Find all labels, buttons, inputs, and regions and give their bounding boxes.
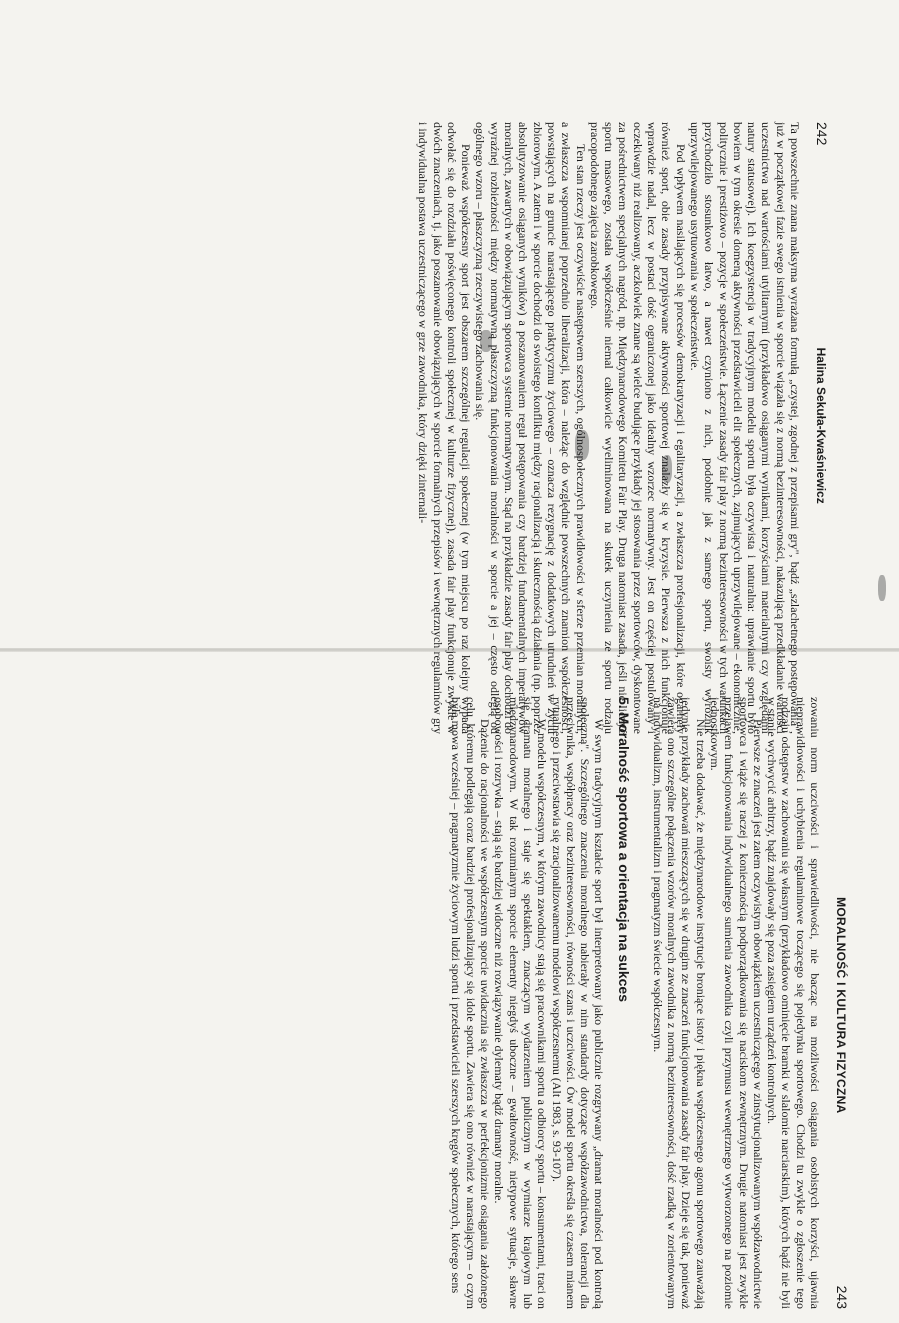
running-head-author: Halina Sekuła-Kwaśniewicz — [814, 347, 828, 504]
body-paragraph: Dążenie do racjonalności we współczesnym sporcie uwidacznia się zwłaszcza w perfekcjonizmie osiągania założonego celu, któremu podlegają coraz bardziej profesjonalizujący się idole sportu. Zawiera się ono również w narastającym – o czym była mowa wcześniej – pragmatyzmie życiowym ludzi sportu i przedstawicieli szerszych kręgów społecznych, którego sens — [449, 697, 493, 1309]
body-paragraph: Ten stan rzeczy jest oczywiście następstwem szerszych, ogólnospołecznych prawidłowości w sferze przemian moralnych, a zwłaszcza wspomnianej poprzednio liberalizacji, która – należąc do względnie powszechnych znamion współczesności, powstających na gruncie narastającego praktycyzmu życiowego – oznacza rezygnację z dodatkowych utrudnień w życiu zbiorowym. A zatem i w sporcie dochodzi do swoistego konfliktu między racjonalizacją i skutecznością działania (np. poprzez absolutyzowanie osiąganych wyników) a poszanowaniem reguł postępowania czy bardziej fundamentalnych imperatywów moralnych, zawartych w obowiązującym sportowca systemie normatywnym. Stąd na przykładzie zasady fair play dochodzi do wyraźnej rozbieżności między normatywną płaszczyzną funkcjonowania moralności w sporcie a jej – często odległą od ogólnego wzoru – płaszczyzną rzeczywistego zachowania się. — [473, 122, 588, 734]
page-243 — [98, 683, 858, 1323]
body-paragraph: Pod wpływem nasilających się procesów demokratyzacji i egalitaryzacji, a zwłaszcza profesjonalizacji, które ogarnęły również sport, obie zasady przypisywane aktywności sportowej znalazły się w kryzysie. Pierwsza z nich funkcjonuje wprawdzie nadal, lecz w postaci dość ograniczonej jako idealny wzorzec normatywny. Jest on częściej postulowany i oczekiwany niż realizowany, aczkolwiek znane są wielce budujące przykłady jej stosowania przez sportowców, dyskontowane za pośrednictwem specjalnych nagród, np. Międzynarodowego Komitetu Fair Play. Druga natomiast zasada, jeśli nie liczyć sportu masowego, została współcześnie niemal całkowicie wyeliminowana na skutek uczynienia ze sportu rodzaju pracopodobnego zajęcia zarobkowego. — [587, 122, 688, 734]
page-242 — [118, 108, 838, 748]
body-paragraph: W swym tradycyjnym kształcie sport był interpretowany jako publicznie rozgrywany „dramat moralności pod kontrolą społeczną". Szczególnego znaczenia moralnego nabierały w nim standardy dotyczące współzawodnictwa, tolerancji dla przeciwnika, współpracy oraz bezinteresowności, równości szans i uczciwości. Ów model sportu określa się czasem mianem rytualnego i przeciwstawia się zracjonalizowanemu modelowi współczesnemu (Alt 1983, s. 93-107). — [549, 697, 607, 1309]
body-paragraph: Ta powszechnie znana maksyma wyrażana formułą „czystej, zgodnej z przepisami gry", bądź „szlachetnego postępowania", już w początkowej fazie swego istnienia w sporcie wiązała się z normą bezinteresowności, nakazującą przedkładanie wartości uczestnictwa nad wartościami utylitarnymi (przykładowo osiąganymi wynikami, korzyściami materialnymi czy względami natury statusowej). Ich koegzystencja w tradycyjnym modelu sportu była oczywista i naturalna: uprawianie sportu było bowiem w tym okresie domeną aktywności przedstawicieli elit społecznych, zajmujących uprzywilejowane – ekonomicznie, politycznie i prestiżowo – pozycje w społeczeństwie. Łączenie zasady fair play z normą bezinteresowności w tych warunkach przychodziło stosunkowo łatwo, a nawet czyniono z nich, podobnie jak z samego sportu, swoisty wyróżnik uprzywilejowanego usytuowania w społeczeństwie. — [687, 122, 802, 734]
running-head — [812, 122, 830, 734]
body-paragraph: W modelu współczesnym, w którym zawodnicy stają się pracownikami sportu a odbiorcy sportu – konsumentami, traci on się dramatu moralnego i staje się spektaklem, znaczącym wydarzeniem publicznym w wymiarze krajowym lub międzynarodowym. W tak rozumianym sporcie elementy niegdyś uboczne – gwałtowność, nietypowe sytuacje, sławne osobowości i rozrywka – stają się bardziej widoczne niż rozwiązywanie dylematy bądź dramaty moralne. — [492, 697, 550, 1309]
page-number: 243 — [834, 1285, 850, 1309]
body-paragraph: Ponieważ współczesny sport jest obszarem szczególnej regulacji społecznej (w tym miejscu po raz kolejny wypada odwołać się do rozdziału poświęconego kontroli społecznej w kulturze fizycznej), zasada fair play funkcjonuje zwykle w dwóch znaczeniach, tj. jako poszanowanie obowiązujących w sporcie formalnych przepisów i wewnętrznych regulaminów gry i indywidualna postawa uczestniczącego w grze zawodnika, który dzięki zinternali- — [416, 122, 474, 734]
running-head — [832, 697, 850, 1309]
body-paragraph: Pierwsze ze znaczeń jest zatem oczywistym obowiązkiem uczestniczącego w zinstytucjonalizowanym współzawodnictwie sportowca i wiąże się raczej z koniecznością podporządkowania się naciskom zewnętrznym. Drugie natomiast jest zwykle przejawem funkcjonowania indywidualnego sumienia zawodnika czyli przymusu wewnętrznego wytworzonego na poziomie jednostkowym. — [707, 697, 765, 1309]
page-number: 242 — [814, 122, 830, 146]
scan-blot — [878, 575, 886, 601]
running-head-journal: MORALNOŚĆ I KULTURA FIZYCZNA — [834, 897, 848, 1114]
body-paragraph: Nie trzeba dodawać, że międzynarodowe instytucje broniące istoty i piękna współczesnego agonu sportowego zauważają jedynie przykłady zachowań mieszczących się w drugim ze znaczeń funkcjonowania zasady fair play. Dzieje się tak, ponieważ zawiera ono szczególne połączenia wzorów moralnych zawodnika z normą bezinteresowności, dość rzadką w zorientowanym na indywidualizm, instrumentalizm i pragmatyzm świecie współczesnym. — [650, 697, 708, 1309]
section-heading: 5. Moralność sportowa a orientacja na sukces — [616, 697, 633, 1002]
body-paragraph: zowaniu norm uczciwości i sprawiedliwości, nie bacząc na możliwości osiągania osobistych korzyści, ujawnia nieprawidłowości i uchybienia regulaminowe toczącego się pojedynku sportowego. Chodzi tu zwykle o zgłoszenie tego rodzaju odstępstw w zachowaniu się własnym (przykładowo ominięcie bramki w slalomie narciarskim), których bądź nie byli w stanie wychwycić arbitrzy, bądź znajdowały się poza zasięgiem urządzeń kontrolnych. — [765, 697, 822, 1309]
